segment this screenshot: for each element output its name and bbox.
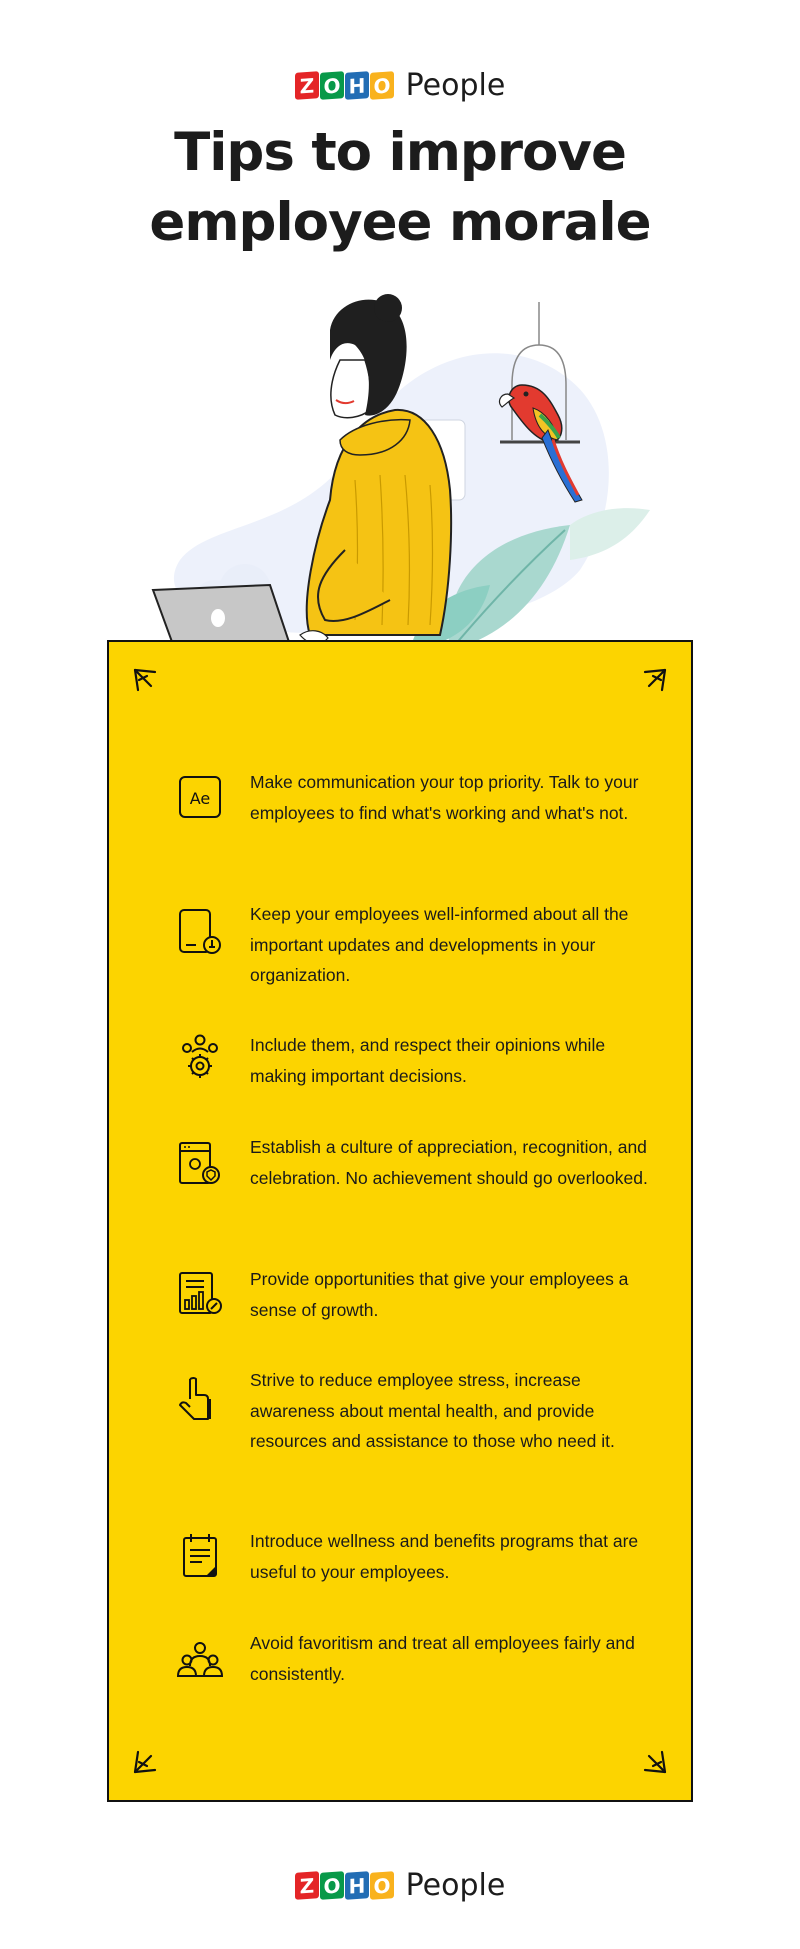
tip-text: Avoid favoritism and treat all employees fairly and consistently. — [250, 1633, 635, 1684]
sparkle-icon — [129, 664, 163, 698]
certificate-badge-icon — [176, 1140, 224, 1188]
title-line-1: Tips to improve — [174, 122, 626, 183]
zoho-letter: H — [345, 1871, 369, 1900]
zoho-letter: O — [370, 1871, 394, 1900]
tablet-notification-icon — [176, 907, 224, 955]
tip-text: Introduce wellness and benefits programs that are useful to your employees. — [250, 1531, 639, 1582]
zoho-logo — [295, 1872, 394, 1899]
sparkle-icon — [637, 664, 671, 698]
zoho-letter: O — [370, 71, 394, 100]
product-name: People — [405, 68, 506, 103]
design-app-icon — [176, 773, 224, 821]
tip-text: Include them, and respect their opinions while making important decisions. — [250, 1035, 606, 1086]
tip-text: Make communication your top priority. Talk to your employees to find what's working and what's not. — [250, 772, 639, 823]
woman-laptop-parrot-illustration — [150, 290, 670, 650]
sparkle-icon — [637, 1744, 671, 1778]
zoho-letter: H — [345, 71, 369, 100]
zoho-letter: O — [320, 71, 344, 100]
title-line-2: employee morale — [149, 192, 651, 253]
tip-text: Strive to reduce employee stress, increase awareness about mental health, and provide resources and assistance to those who need it. — [250, 1370, 615, 1451]
zoho-logo — [295, 72, 394, 99]
tips-card — [107, 640, 693, 1802]
wellness-calendar-icon — [176, 1532, 224, 1580]
zoho-letter: O — [320, 1871, 344, 1900]
tip-text: Provide opportunities that give your employees a sense of growth. — [250, 1269, 629, 1320]
page-title — [0, 118, 800, 258]
pointing-hand-icon — [176, 1375, 224, 1423]
sparkle-icon — [129, 1744, 163, 1778]
footer-logo — [0, 1868, 800, 1903]
zoho-letter: Z — [295, 71, 319, 100]
product-name: People — [405, 1868, 506, 1903]
equal-team-icon — [176, 1636, 224, 1684]
header-logo — [0, 68, 800, 103]
svg-text:Ae: Ae — [189, 789, 211, 808]
growth-report-icon — [176, 1270, 224, 1318]
tip-text: Establish a culture of appreciation, recognition, and celebration. No achievement should go overlooked. — [250, 1137, 648, 1188]
tip-text: Keep your employees well-informed about all the important updates and developments in your organization. — [250, 904, 629, 985]
team-gear-icon — [176, 1032, 224, 1080]
zoho-letter: Z — [295, 1871, 319, 1900]
